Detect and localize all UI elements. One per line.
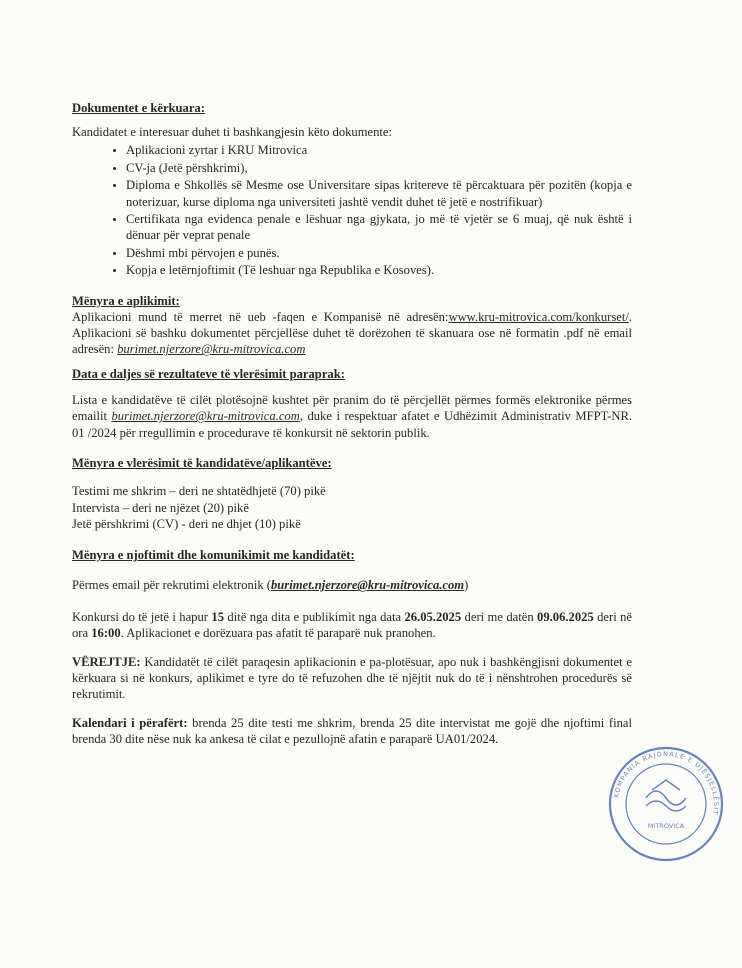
evaluation-line: Jetë përshkrimi (CV) - deri ne dhjet (10) pikë bbox=[72, 516, 301, 531]
required-documents-section bbox=[72, 100, 632, 279]
list-item: • Certifikata nga evidenca penale e lëshuar nga gjykata, jo më të vjetër se 6 muaj, që nuk është i dënuar për veprat penale bbox=[126, 211, 632, 244]
period-text-part: Konkursi do të jetë i hapur bbox=[72, 609, 212, 624]
careers-page-link[interactable]: www.kru-mitrovica.com/konkurset/ bbox=[448, 309, 629, 324]
period-end-date: 09.06.2025 bbox=[537, 609, 594, 624]
company-stamp bbox=[602, 744, 721, 866]
period-end-hour: 16:00 bbox=[91, 626, 121, 641]
evaluation-line: Intervista – deri ne njëzet (20) pikë bbox=[72, 500, 249, 515]
notification-text-part: Përmes email për rekrutimi elektronik ( bbox=[72, 578, 271, 593]
results-date-text bbox=[72, 392, 632, 441]
hr-email-link[interactable]: burimet.njerzore@kru-mitrovica.com bbox=[111, 409, 300, 424]
calendar-label: Kalendari i përafërt: bbox=[72, 715, 188, 730]
evaluation-method-title: Mënyra e vlerësimit të kandidatëve/aplikantëve: bbox=[72, 456, 332, 471]
required-documents-intro: Kandidatet e interesuar duhet ti bashkangjesin këto dokumente: bbox=[72, 125, 392, 139]
period-start-date: 26.05.2025 bbox=[404, 609, 462, 624]
notification-text-part: ) bbox=[464, 578, 469, 593]
warning-label: VËREJTJE: bbox=[72, 654, 141, 669]
period-text-part: deri me datën bbox=[461, 609, 538, 624]
evaluation-method-section bbox=[72, 455, 632, 532]
warning-body: Kandidatët të cilët paraqesin aplikacionin e pa-plotësuar, apo nuk i bashkëngjisni dokumentet e kërkuara si në konkurs, aplikimet e tyre do të refuzohen dhe të njëjtit nuk do të i nënshtrohen procedurës së rekrutimit. bbox=[72, 654, 632, 702]
period-text-part: . Aplikacionet e dorëzuara pas afatit të paraparë nuk pranohen. bbox=[120, 626, 436, 641]
period-days: 15 bbox=[211, 609, 224, 624]
notification-section bbox=[72, 547, 632, 593]
application-text-part: . Aplikacioni së bashku dokumentet përcjellëse duhet të dorëzohen të skanuara ose në formatin .pdf në email adresën: bbox=[72, 309, 632, 357]
notification-text bbox=[72, 577, 632, 593]
period-text-part: ditë nga dita e publikimit nga data bbox=[223, 609, 405, 624]
application-method-text bbox=[72, 309, 632, 358]
results-date-title: Data e daljes së rezultateve të vlerësimit paraprak: bbox=[72, 366, 345, 381]
results-text-part: , duke i respektuar afatet e Udhëzimit Administrativ MFPT-NR. 01 /2024 për rregullimin e procedurave të konkursit në sektorin publik. bbox=[72, 409, 632, 440]
application-method-title: Mënyra e aplikimit: bbox=[72, 293, 180, 308]
required-documents-list bbox=[72, 142, 632, 278]
hr-email-link[interactable]: burimet.njerzore@kru-mitrovica.com bbox=[271, 578, 465, 593]
application-method-section bbox=[72, 293, 632, 358]
competition-period-text bbox=[72, 609, 632, 642]
calendar-body: brenda 25 dite testi me shkrim, brenda 25 dite intervistat me gojë dhe njoftimi final brenda 30 dite nëse nuk ka ankesa të cilat e pezullojnë afatin e paraparë UA01/2024. bbox=[72, 715, 632, 747]
results-text-part: Lista e kandidatëve të cilët plotësojnë kushtet për pranim do të përcjellët përmes formës elektronike përmes emailit bbox=[72, 392, 632, 424]
evaluation-line: Testimi me shkrim – deri ne shtatëdhjetë (70) pikë bbox=[72, 484, 326, 499]
list-item: • Dëshmi mbi përvojen e punës. bbox=[126, 245, 632, 261]
period-text-part: deri në ora bbox=[72, 609, 632, 641]
required-documents-title: Dokumentet e kërkuara: bbox=[72, 101, 205, 115]
stamp-center-text: MITROVICA bbox=[647, 822, 685, 830]
document-page bbox=[72, 100, 632, 748]
results-date-section bbox=[72, 366, 632, 441]
warning-text bbox=[72, 654, 632, 703]
stamp-seal-icon bbox=[602, 744, 742, 866]
application-text-part: Aplikacioni mund të merret në ueb -faqen e Kompanisë në adresën: bbox=[72, 309, 449, 324]
hr-email-link[interactable]: burimet.njerzore@kru-mitrovica.com bbox=[117, 342, 306, 357]
list-item: • Kopja e letërnjoftimit (Të leshuar nga Republika e Kosoves). bbox=[126, 262, 632, 278]
list-item: • Aplikacioni zyrtar i KRU Mitrovica bbox=[126, 142, 632, 158]
list-item: • CV-ja (Jetë përshkrimi), bbox=[126, 160, 632, 176]
stamp-ring-text: KOMPANIA RAJONALE E UJËSJELLËSIT bbox=[612, 749, 721, 817]
list-item: • Diploma e Shkollës së Mesme ose Universitare sipas kritereve të përcaktuara për pozitën (kopja e noterizuar, kurse diploma nga universiteti jashtë vendit duhet të jetë e nostrifikuar) bbox=[126, 177, 632, 210]
calendar-text bbox=[72, 715, 632, 748]
notification-title: Mënyra e njoftimit dhe komunikimit me kandidatët: bbox=[72, 548, 355, 563]
